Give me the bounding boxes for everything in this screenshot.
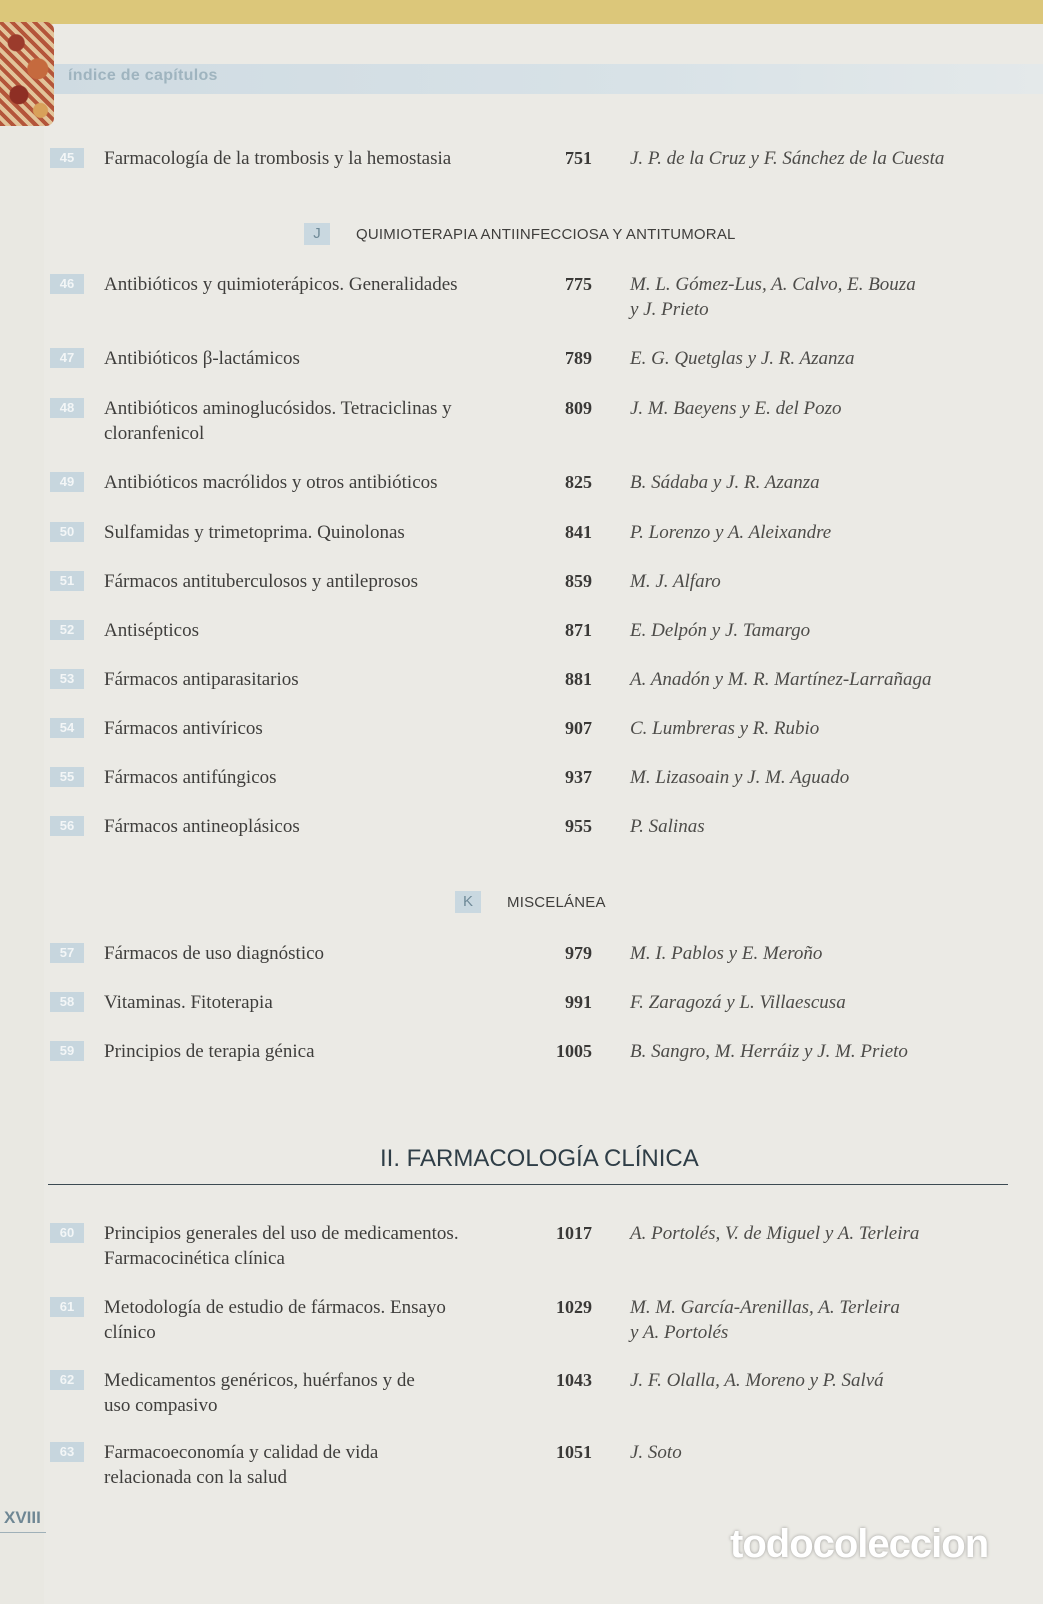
chapter-page: 955 — [565, 816, 592, 836]
chapter-title: Metodología de estudio de fármacos. Ensayo clínico — [104, 1297, 446, 1343]
section-letter: K — [455, 891, 481, 913]
chapter-title: Farmacología de la trombosis y la hemostasia — [104, 148, 452, 169]
chapter-title: Fármacos antifúngicos — [104, 767, 277, 788]
chapter-authors: A. Portolés, V. de Miguel y A. Terleira — [630, 1223, 920, 1244]
page-number: XVIII — [4, 1508, 41, 1527]
chapter-number: 58 — [50, 992, 84, 1012]
chapter-page: 751 — [565, 148, 592, 168]
chapter-title: Principios generales del uso de medicamentos. Farmacocinética clínica — [104, 1223, 459, 1269]
chapter-number: 63 — [50, 1442, 84, 1462]
chapter-title: Principios de terapia génica — [104, 1041, 315, 1062]
chapter-page: 841 — [565, 522, 592, 542]
chapter-authors: E. G. Quetglas y J. R. Azanza — [630, 348, 855, 369]
chapter-page: 1017 — [556, 1223, 592, 1243]
section-label: QUIMIOTERAPIA ANTIINFECCIOSA Y ANTITUMORAL — [356, 225, 736, 243]
chapter-authors: J. F. Olalla, A. Moreno y P. Salvá — [630, 1370, 884, 1391]
chapter-number: 48 — [50, 398, 84, 418]
chapter-page: 881 — [565, 669, 592, 689]
chapter-authors: J. P. de la Cruz y F. Sánchez de la Cuesta — [630, 148, 945, 169]
chapter-title: Vitaminas. Fitoterapia — [104, 992, 273, 1013]
toc-row — [0, 470, 1043, 520]
chapter-number: 62 — [50, 1370, 84, 1390]
chapter-number: 55 — [50, 767, 84, 787]
chapter-title: Antibióticos β-lactámicos — [104, 348, 300, 369]
toc-row — [0, 569, 1043, 619]
chapter-page: 1005 — [556, 1041, 592, 1061]
section-heading — [304, 222, 736, 246]
chapter-title: Antibióticos macrólidos y otros antibióticos — [104, 472, 438, 493]
chapter-page: 825 — [565, 472, 592, 492]
chapter-page: 1029 — [556, 1297, 592, 1317]
chapter-authors: M. L. Gómez-Lus, A. Calvo, E. Bouza y J. Prieto — [630, 274, 916, 320]
chapter-title: Fármacos de uso diagnóstico — [104, 943, 325, 964]
chapter-number: 50 — [50, 522, 84, 542]
toc-row — [0, 667, 1043, 717]
chapter-page: 907 — [565, 718, 592, 738]
toc-row — [0, 272, 1043, 322]
toc-row — [0, 716, 1043, 766]
toc-row — [0, 941, 1043, 991]
chapter-authors: M. Lizasoain y J. M. Aguado — [630, 767, 850, 788]
chapter-number: 47 — [50, 348, 84, 368]
toc-row — [0, 1368, 1043, 1418]
chapter-authors: P. Salinas — [630, 816, 705, 837]
chapter-page: 775 — [565, 274, 592, 294]
chapter-authors: J. M. Baeyens y E. del Pozo — [630, 398, 842, 419]
chapter-authors: P. Lorenzo y A. Aleixandre — [630, 522, 832, 543]
part-heading: II. FARMACOLOGÍA CLÍNICA — [380, 1145, 699, 1172]
chapter-authors: E. Delpón y J. Tamargo — [630, 620, 811, 641]
chapter-title: Sulfamidas y trimetoprima. Quinolonas — [104, 522, 405, 543]
chapter-page: 1051 — [556, 1442, 592, 1462]
chapter-title: Fármacos antineoplásicos — [104, 816, 300, 837]
section-heading — [455, 890, 606, 914]
toc-row — [0, 396, 1043, 446]
chapter-title: Fármacos antiparasitarios — [104, 669, 299, 690]
footer-rule — [0, 1532, 46, 1533]
decorative-corner-image — [0, 22, 54, 126]
toc-row — [0, 618, 1043, 668]
chapter-number: 59 — [50, 1041, 84, 1061]
chapter-number: 61 — [50, 1297, 84, 1317]
chapter-number: 45 — [50, 148, 84, 168]
chapter-title: Antibióticos y quimioterápicos. Generalidades — [104, 274, 458, 295]
chapter-title: Fármacos antivíricos — [104, 718, 263, 739]
chapter-number: 46 — [50, 274, 84, 294]
chapter-page: 937 — [565, 767, 592, 787]
chapter-number: 56 — [50, 816, 84, 836]
chapter-title: Farmacoeconomía y calidad de vida relacionada con la salud — [104, 1442, 379, 1488]
toc-row — [0, 1440, 1043, 1490]
watermark: todocoleccion — [730, 1522, 989, 1566]
chapter-title: Medicamentos genéricos, huérfanos y de uso compasivo — [104, 1370, 415, 1416]
chapter-page: 789 — [565, 348, 592, 368]
chapter-page: 979 — [565, 943, 592, 963]
chapter-title: Fármacos antituberculosos y antileprosos — [104, 571, 418, 592]
chapter-page: 991 — [565, 992, 592, 1012]
toc-row — [0, 346, 1043, 396]
toc-row — [0, 1221, 1043, 1271]
chapter-page: 1043 — [556, 1370, 592, 1390]
chapter-number: 60 — [50, 1223, 84, 1243]
chapter-number: 51 — [50, 571, 84, 591]
running-header: índice de capítulos — [68, 67, 218, 84]
chapter-number: 53 — [50, 669, 84, 689]
chapter-number: 54 — [50, 718, 84, 738]
chapter-authors: M. I. Pablos y E. Meroño — [630, 943, 823, 964]
chapter-authors: F. Zaragozá y L. Villaescusa — [630, 992, 846, 1013]
chapter-authors: C. Lumbreras y R. Rubio — [630, 718, 820, 739]
toc-row — [0, 146, 1043, 196]
toc-row — [0, 990, 1043, 1040]
chapter-title: Antisépticos — [104, 620, 199, 641]
chapter-authors: B. Sádaba y J. R. Azanza — [630, 472, 820, 493]
divider — [48, 1184, 1008, 1185]
chapter-page: 859 — [565, 571, 592, 591]
chapter-title: Antibióticos aminoglucósidos. Tetraciclinas y cloranfenicol — [104, 398, 452, 444]
toc-row — [0, 520, 1043, 570]
chapter-authors: J. Soto — [630, 1442, 682, 1463]
chapter-number: 57 — [50, 943, 84, 963]
toc-row — [0, 1039, 1043, 1089]
chapter-page: 809 — [565, 398, 592, 418]
toc-row — [0, 1295, 1043, 1345]
section-letter: J — [304, 223, 330, 245]
chapter-page: 871 — [565, 620, 592, 640]
chapter-number: 52 — [50, 620, 84, 640]
chapter-authors: A. Anadón y M. R. Martínez-Larrañaga — [630, 669, 932, 690]
toc-row — [0, 814, 1043, 864]
chapter-authors: B. Sangro, M. Herráiz y J. M. Prieto — [630, 1041, 908, 1062]
chapter-authors: M. J. Alfaro — [630, 571, 721, 592]
toc-row — [0, 765, 1043, 815]
section-label: MISCELÁNEA — [507, 893, 606, 911]
chapter-authors: M. M. García-Arenillas, A. Terleira y A. Portolés — [630, 1297, 900, 1343]
chapter-number: 49 — [50, 472, 84, 492]
